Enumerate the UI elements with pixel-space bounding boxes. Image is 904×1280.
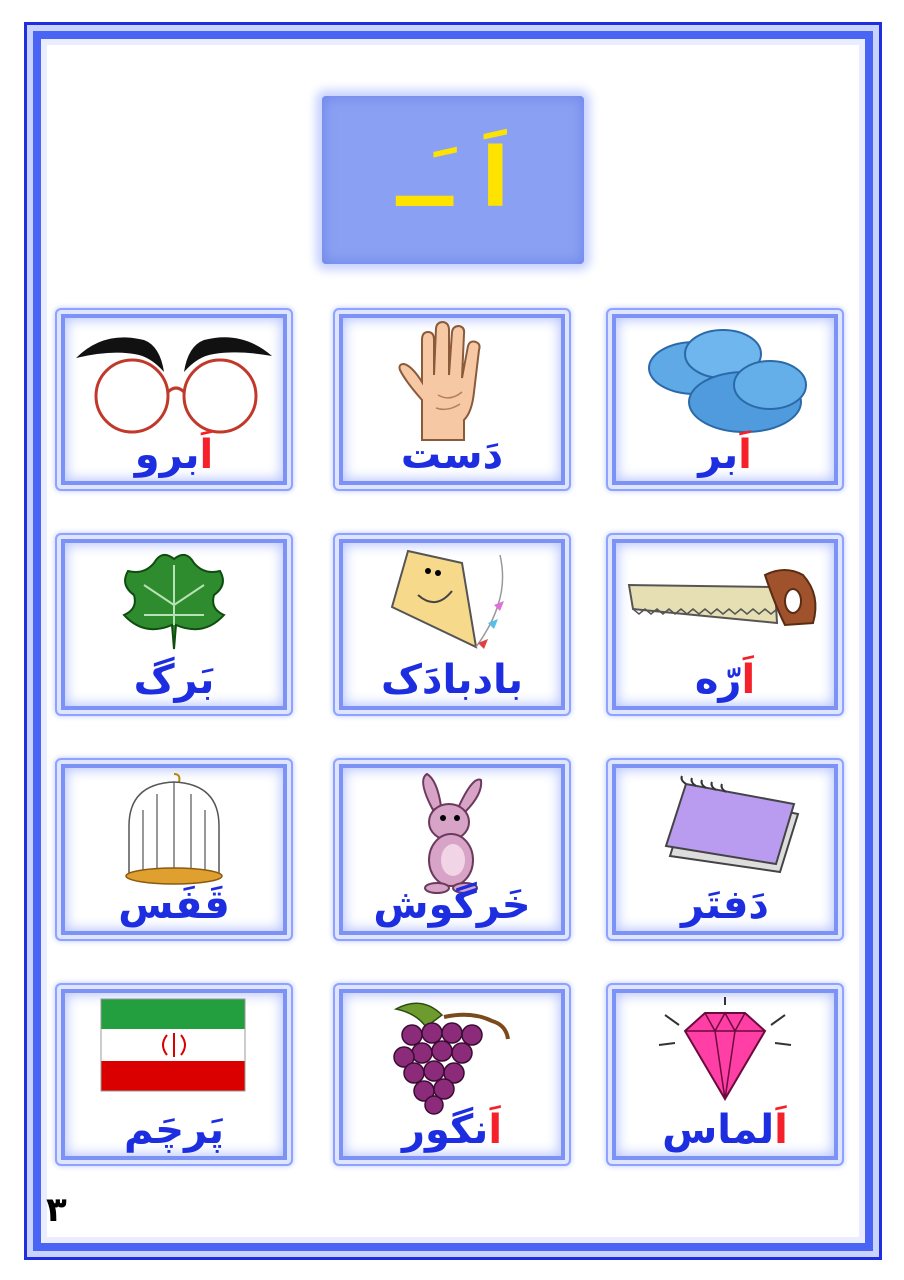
saw-icon [625, 545, 825, 655]
word-card-almas [606, 983, 844, 1166]
word-card-badbadak [333, 533, 571, 716]
letter-title-box [322, 96, 584, 264]
flag-icon [99, 995, 249, 1095]
hand-icon [392, 320, 512, 445]
kite-icon [372, 545, 532, 665]
word-label: اَبر [698, 432, 752, 478]
word-card-angur [333, 983, 571, 1166]
word-card-barg [55, 533, 293, 716]
leaf-icon [114, 545, 234, 655]
word-card-abru [55, 308, 293, 491]
word-label: خَرگوش [373, 882, 531, 928]
eyebrows-glasses-icon [64, 320, 284, 440]
word-card-arre [606, 533, 844, 716]
page-number: ۳ [46, 1190, 67, 1230]
word-label: اَلماس [662, 1107, 788, 1153]
letter-title: اَ ـَـ [396, 131, 510, 226]
word-label: اَرّه [694, 657, 756, 703]
word-card-parcham [55, 983, 293, 1166]
word-card-abr [606, 308, 844, 491]
word-label: بادبادَک [380, 657, 524, 703]
cage-icon [119, 770, 229, 890]
word-label: اَنگور [401, 1107, 503, 1153]
word-label: اَبرو [134, 432, 214, 478]
word-label: بَرگ [133, 657, 215, 703]
word-label: پَرچَم [123, 1107, 225, 1153]
diamond-icon [645, 995, 805, 1115]
word-card-daftar [606, 758, 844, 941]
clouds-icon [635, 320, 815, 440]
word-label: قَفَس [118, 882, 230, 928]
word-card-khargush [333, 758, 571, 941]
rabbit-icon [407, 770, 497, 895]
word-card-ghafas [55, 758, 293, 941]
word-label: دَفتَر [681, 882, 769, 928]
grapes-icon [382, 995, 522, 1115]
notebook-icon [650, 770, 800, 880]
word-card-dast [333, 308, 571, 491]
word-label: دَست [400, 432, 504, 478]
